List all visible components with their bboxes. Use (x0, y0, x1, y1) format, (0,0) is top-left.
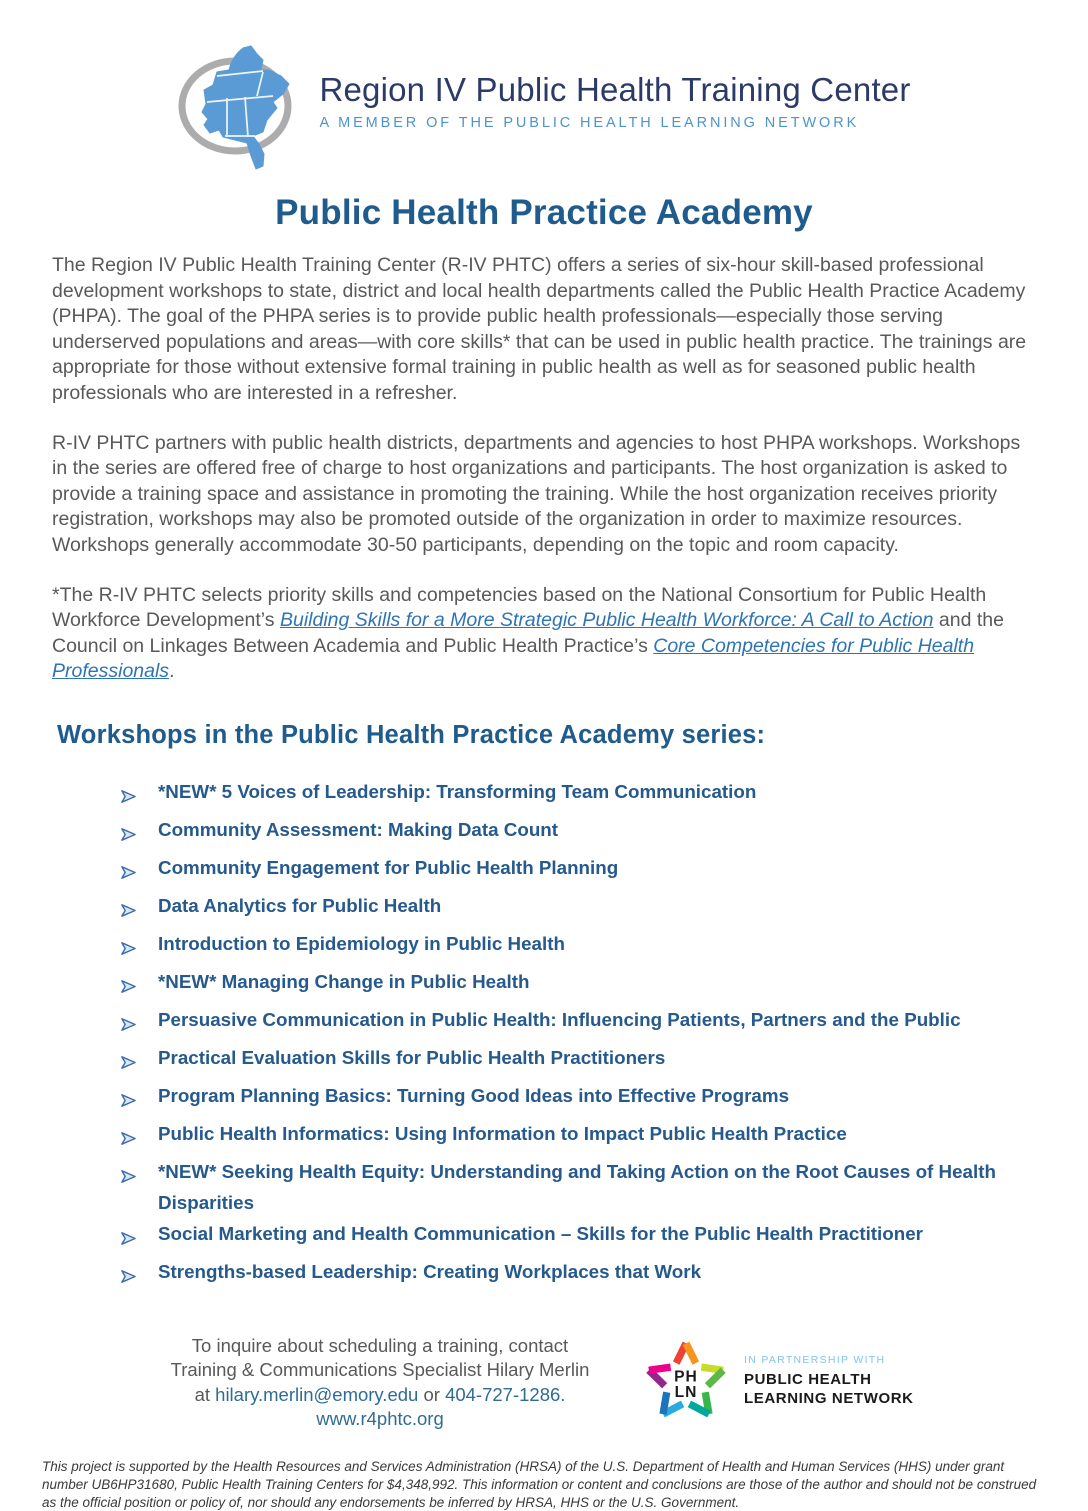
workshop-item-label: *NEW* Seeking Health Equity: Understanding and Taking Action on the Root Causes of Health Disparities (158, 1160, 996, 1213)
contact-line-4 (150, 1407, 610, 1432)
partnership-tagline: IN PARTNERSHIP WITH (744, 1354, 886, 1367)
arrow-bullet-icon (120, 852, 158, 890)
footnote-text-mid: and the Council on Linkages Between Academia and Public Health Practice’s (52, 609, 1004, 657)
arrow-bullet-icon (120, 1256, 158, 1294)
workshop-item-label: Public Health Informatics: Using Information to Impact Public Health Practice (158, 1122, 847, 1144)
footnote-text: *The R-IV PHTC selects priority skills and competencies based on the National Consortium for Public Health Workforce Development’s (52, 583, 987, 632)
workshop-item (120, 1156, 1025, 1218)
workshop-item-label: Persuasive Communication in Public Health: Influencing Patients, Partners and the Public (158, 1008, 961, 1030)
workshop-item (120, 890, 1025, 928)
arrow-bullet-icon (120, 1080, 158, 1118)
workshop-item-label: *NEW* Managing Change in Public Health (158, 970, 530, 992)
org-text-block (319, 71, 910, 145)
workshop-item (120, 1256, 1025, 1294)
arrow-bullet-icon (120, 1156, 158, 1218)
contact-line-3 (150, 1383, 610, 1408)
workshop-item-label: Community Assessment: Making Data Count (158, 818, 559, 840)
phone-link[interactable]: 404-727-1286. (445, 1383, 566, 1405)
workshop-item-label: *NEW* 5 Voices of Leadership: Transforming Team Communication (158, 780, 757, 802)
workshop-item (120, 1118, 1025, 1156)
workshop-item (120, 814, 1025, 852)
phln-initials-line2: LN (674, 1383, 698, 1401)
workshop-item (120, 852, 1025, 890)
arrow-bullet-icon (120, 1042, 158, 1080)
arrow-bullet-icon (120, 814, 158, 852)
workshops-heading: Workshops in the Public Health Practice Academy series: (57, 720, 766, 749)
workshop-item (120, 928, 1025, 966)
arrow-bullet-icon (120, 928, 158, 966)
workshop-item-label: Practical Evaluation Skills for Public Health Practitioners (158, 1046, 666, 1068)
intro-paragraph-1: The Region IV Public Health Training Center (R-IV PHTC) offers a series of six-hour skill-based professional development workshops to state, district and local health departments called the Public Health Practice Academy (PHPA). The goal of the PHPA series is to provide public health professionals—especially those serving underserved populations and areas—with core skills* that can be used in public health practice. The trainings are appropriate for those without extensive formal training in public health as well as for seasoned public health professionals who are interested in a refresher. (52, 254, 1027, 404)
workshop-item (120, 966, 1025, 1004)
footnote-text-end: . (169, 660, 175, 683)
org-tagline: A MEMBER OF THE PUBLIC HEALTH LEARNING NETWORK (319, 114, 860, 131)
org-name: Region IV Public Health Training Center (319, 70, 911, 108)
intro-paragraph-2: R-IV PHTC partners with public health districts, departments and agencies to host PHPA workshops. Workshops in the series are offered free of charge to host organizations and participants. The host organization is asked to provide a training space and assistance in promoting the training. While the host organization receives priority registration, workshops may also be promoted outside of the organization in order to maximize resources. Workshops generally accommodate 30-50 participants, depending on the topic and room capacity. (52, 431, 1021, 556)
workshop-item-label: Data Analytics for Public Health (158, 894, 442, 916)
contact-line-3-prefix: at (194, 1383, 216, 1405)
workshop-item (120, 1004, 1025, 1042)
workshop-item-label: Strengths-based Leadership: Creating Workplaces that Work (158, 1260, 702, 1282)
contact-line-3-mid: or (418, 1383, 446, 1405)
arrow-bullet-icon (120, 890, 158, 928)
intro-section (52, 253, 1036, 685)
arrow-bullet-icon (120, 776, 158, 814)
workshop-item-label: Program Planning Basics: Turning Good Ideas into Effective Programs (158, 1084, 790, 1106)
phln-name-line2: LEARNING NETWORK (744, 1390, 914, 1408)
workshop-item-label: Community Engagement for Public Health Planning (158, 856, 619, 878)
website-link[interactable]: www.r4phtc.org (316, 1408, 444, 1430)
arrow-bullet-icon (120, 1118, 158, 1156)
contact-line-2: Training & Communications Specialist Hilary Merlin (170, 1359, 590, 1381)
link-core-competencies[interactable]: Core Competencies for Public Health Professionals (52, 634, 975, 683)
arrow-bullet-icon (120, 1218, 158, 1256)
workshop-item (120, 1218, 1025, 1256)
workshop-item-label: Social Marketing and Health Communication – Skills for the Public Health Practitioner (158, 1222, 923, 1244)
disclaimer-text: This project is supported by the Health Resources and Services Administration (HRSA) of the U.S. Department of Health and Human Services (HHS) under grant number UB6HP31680, Public Health Training Centers for $4,348,992. This information or content and conclusions are those of the author and should not be construed as the official position or policy of, nor should any endorsements be inferred by HRSA, HHS or the U.S. Government. (42, 1458, 1037, 1510)
header-logo (0, 0, 1088, 175)
phln-name-line1: PUBLIC HEALTH (744, 1371, 872, 1389)
contact-block (150, 1334, 610, 1432)
phln-logo (642, 1336, 914, 1427)
arrow-bullet-icon (120, 1004, 158, 1042)
email-link[interactable]: hilary.merlin@emory.edu (215, 1383, 419, 1405)
link-building-skills[interactable]: Building Skills for a More Strategic Public Health Workforce: A Call to Action (279, 609, 934, 632)
arrow-bullet-icon (120, 966, 158, 1004)
footer (0, 1334, 1088, 1432)
workshop-item-label: Introduction to Epidemiology in Public Health (158, 932, 565, 954)
workshop-item (120, 776, 1025, 814)
workshop-item (120, 1080, 1025, 1118)
phln-initials-line1: PH (674, 1368, 698, 1386)
contact-line-1: To inquire about scheduling a training, contact (191, 1334, 569, 1356)
intro-paragraph-3 (52, 583, 1036, 685)
workshop-item (120, 1042, 1025, 1080)
page-title: Public Health Practice Academy (275, 193, 813, 232)
phln-text-block (744, 1354, 914, 1408)
region-map-icon (177, 40, 307, 175)
workshops-list (120, 776, 1025, 1294)
phln-star-icon (642, 1336, 730, 1427)
